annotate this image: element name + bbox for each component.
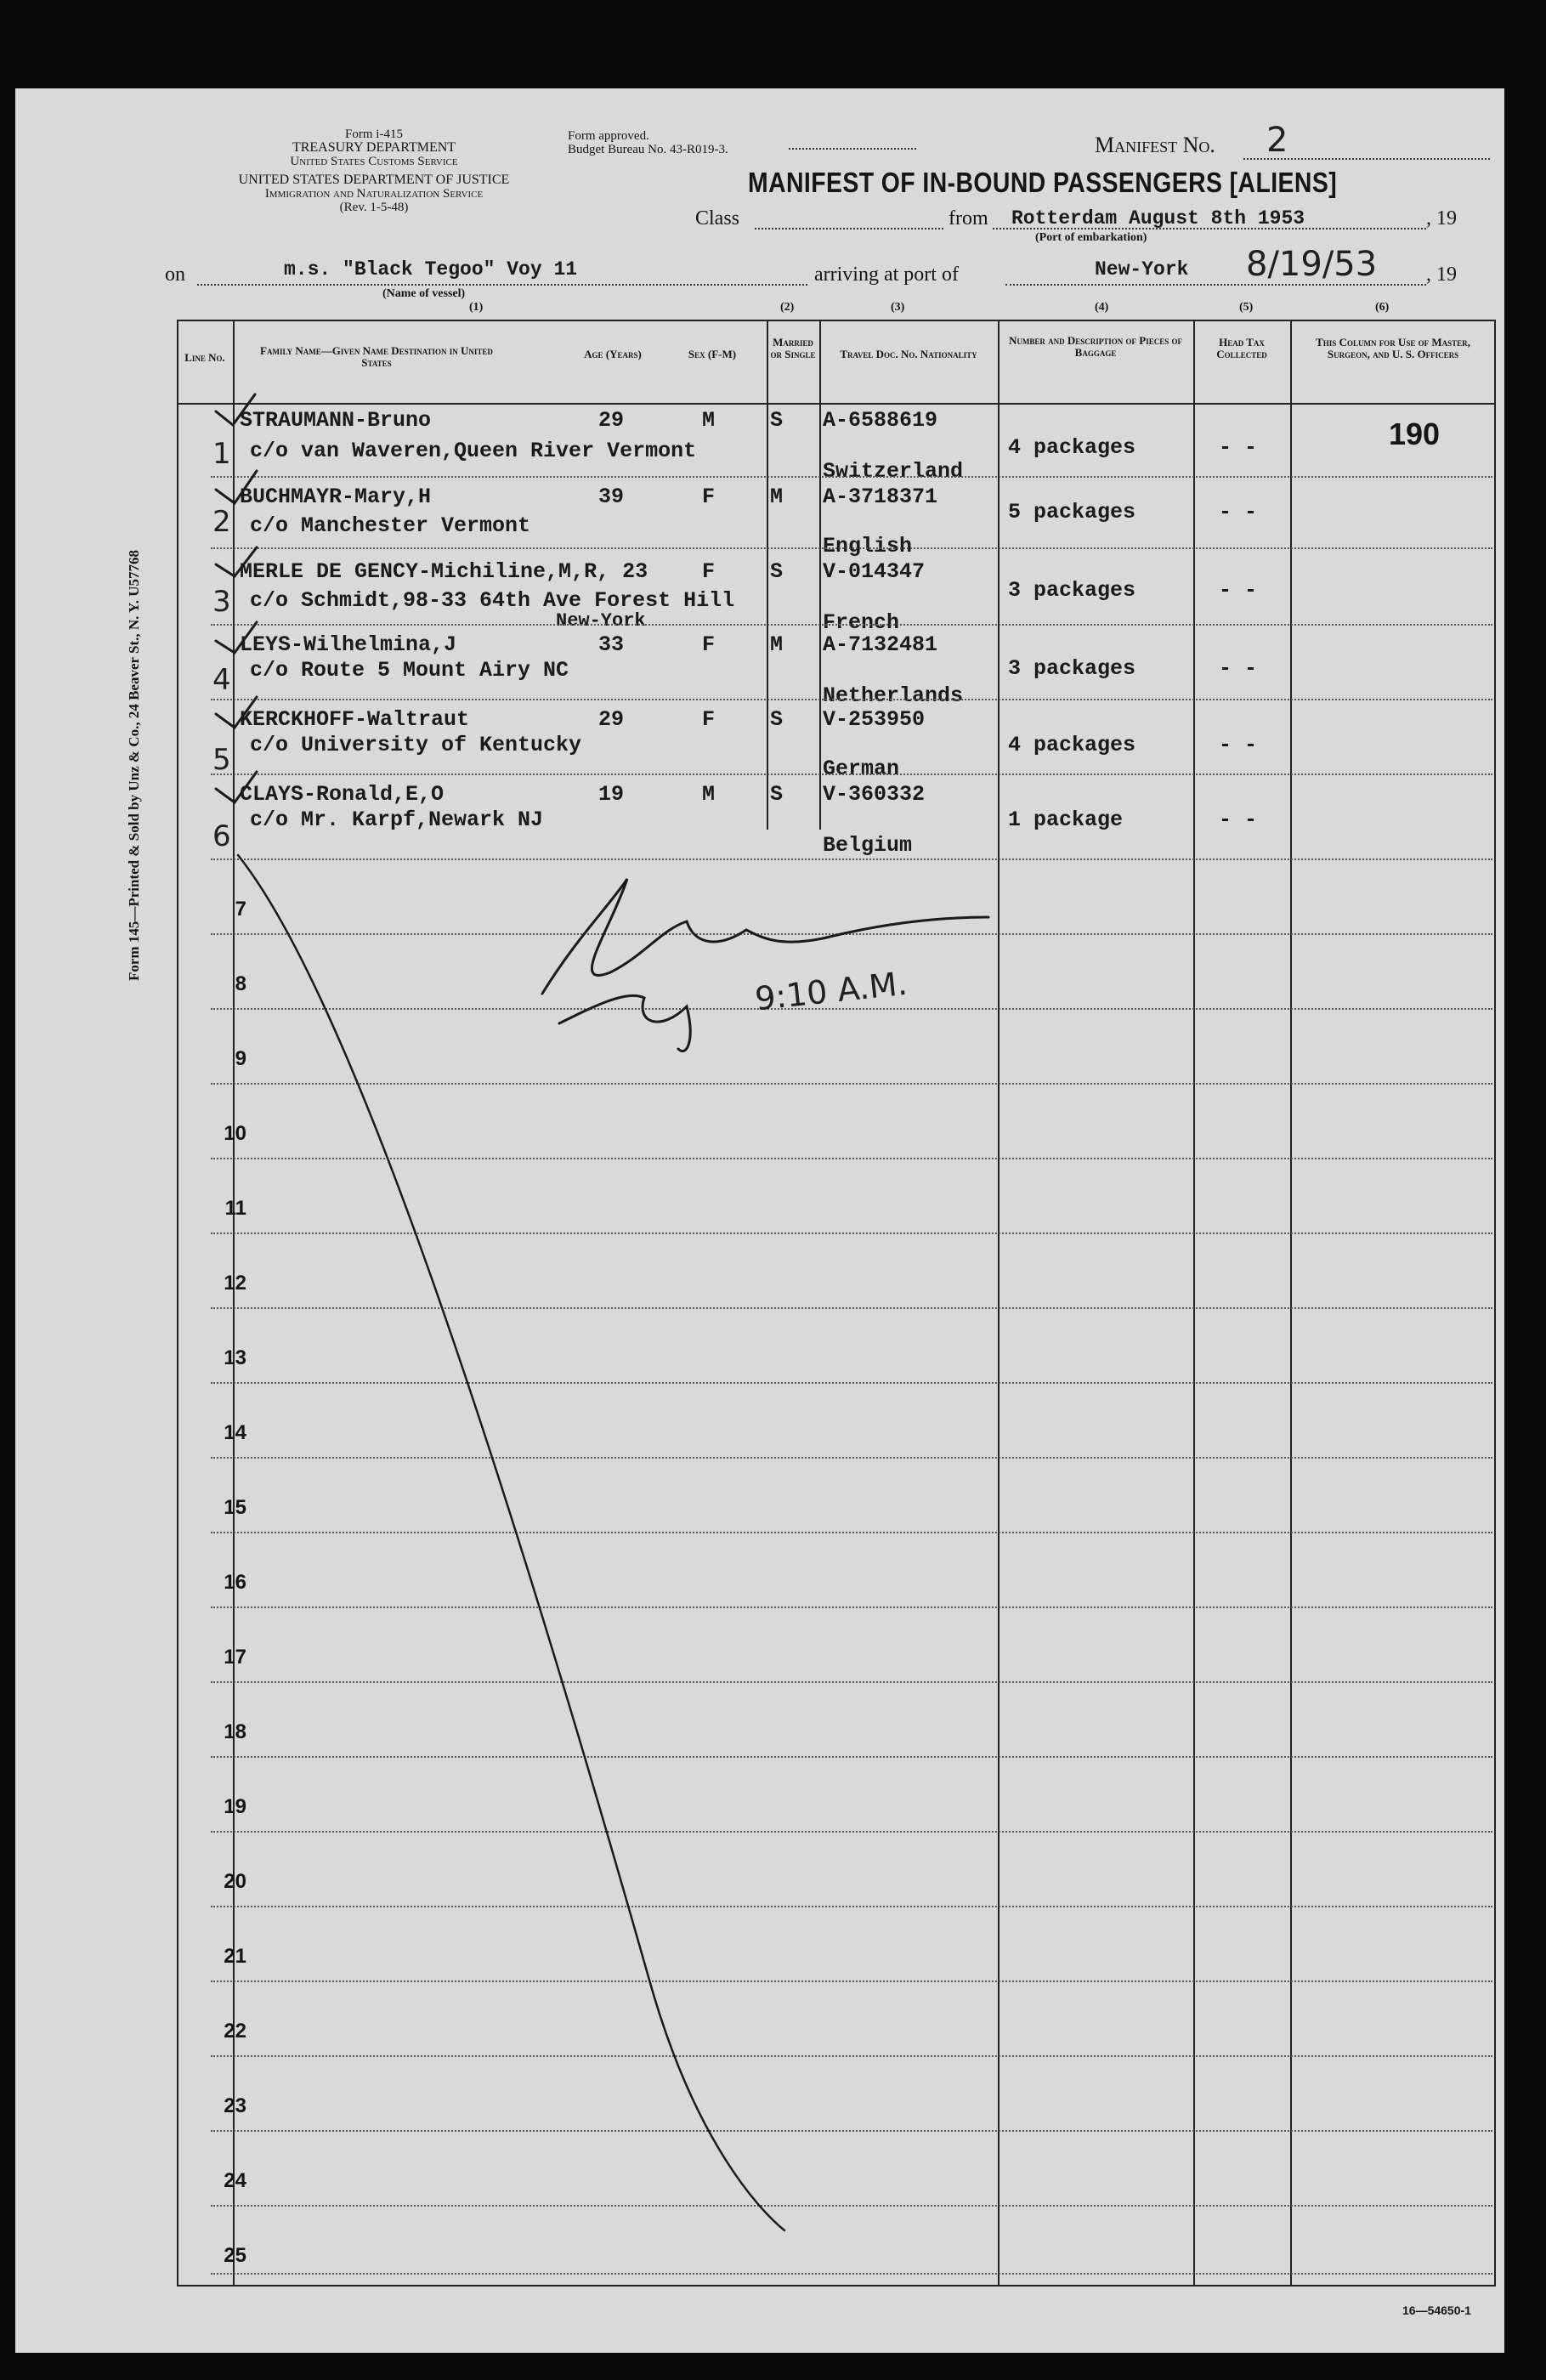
passenger-destination: c/o University of Kentucky	[250, 733, 582, 757]
line-number: 13	[224, 1346, 246, 1369]
passenger-marital: S	[770, 707, 784, 732]
class-label: Class	[695, 207, 740, 230]
passenger-doc: A-6588619	[823, 408, 938, 433]
passenger-head-tax: - -	[1219, 500, 1258, 524]
passenger-sex: F	[702, 707, 716, 732]
passenger-name: KERCKHOFF-Waltraut	[240, 707, 470, 732]
approval-line-2: Budget Bureau No. 43-R019-3.	[568, 143, 728, 156]
arrival-year-suffix: , 19	[1426, 264, 1457, 286]
arriving-label: arriving at port of	[814, 264, 959, 286]
arrival-port: New-York	[1095, 258, 1189, 280]
check-mark	[216, 697, 257, 728]
passenger-sex: M	[702, 782, 716, 807]
signature-initials	[559, 995, 690, 1051]
line-number: 1	[212, 437, 231, 471]
col-header-name: Family Name—Given Name Destination in United States	[260, 344, 493, 369]
passenger-name: LEYS-Wilhelmina,J	[240, 632, 457, 657]
passenger-name: MERLE DE GENCY-Michiline,M,R, 23	[240, 559, 648, 584]
passenger-marital: S	[770, 782, 784, 807]
col-num-2: (2)	[780, 301, 795, 314]
line-number: 18	[224, 1720, 246, 1743]
cancel-diagonal-line	[238, 855, 784, 2230]
line-number: 17	[224, 1646, 246, 1669]
service: United States Customs Service	[290, 155, 458, 168]
passenger-destination-2: New-York	[556, 610, 646, 632]
passenger-sex: F	[702, 484, 716, 509]
passenger-head-tax: - -	[1219, 578, 1258, 603]
passenger-doc: V-360332	[823, 782, 926, 807]
line-number: 3	[212, 585, 231, 619]
col-header-tax: Head Tax Collected	[1216, 336, 1267, 360]
passenger-baggage: 5 packages	[1008, 500, 1136, 524]
department-justice: UNITED STATES DEPARTMENT OF JUSTICE	[238, 173, 510, 187]
passenger-nationality: Belgium	[823, 833, 913, 858]
embark-port-date: Rotterdam August 8th 1953	[1011, 207, 1305, 230]
passenger-nationality: English	[823, 534, 913, 558]
footer-code: 16—54650-1	[1402, 2304, 1471, 2317]
line-number: 5	[212, 743, 231, 777]
passenger-head-tax: - -	[1219, 733, 1258, 757]
line-number: 22	[224, 2020, 246, 2043]
handwriting-overlay	[15, 88, 1504, 2353]
line-number: 9	[235, 1047, 246, 1070]
check-mark	[216, 622, 257, 653]
arrival-time-handwritten: 9:10 A.M.	[753, 964, 909, 1018]
printer-imprint: Form 145—Printed & Sold by Unz & Co., 24 Beaver St., N. Y. U57768	[126, 550, 142, 981]
passenger-destination: c/o Schmidt,98-33 64th Ave Forest Hill	[250, 588, 735, 613]
passenger-nationality: French	[823, 610, 900, 635]
passenger-nationality: German	[823, 756, 900, 781]
col-header-line: Line No.	[184, 351, 225, 364]
col-header-age: Age (Years)	[584, 348, 642, 360]
passenger-marital: S	[770, 408, 784, 433]
passenger-sex: M	[702, 408, 716, 433]
manifest-no-label: Manifest No.	[1095, 133, 1215, 157]
approval-line-1: Form approved.	[568, 129, 649, 143]
passenger-age: 39	[598, 484, 625, 509]
service-ins: Immigration and Naturalization Service	[264, 187, 484, 201]
col-num-4: (4)	[1095, 301, 1109, 314]
officer-note: 190	[1389, 416, 1441, 451]
line-number: 14	[224, 1421, 246, 1444]
passenger-baggage: 1 package	[1008, 808, 1124, 832]
passenger-destination: c/o van Waveren,Queen River Vermont	[250, 439, 697, 463]
col-header-officers: This Column for Use of Master, Surgeon, and U. S. Officers	[1316, 336, 1470, 360]
passenger-destination: c/o Route 5 Mount Airy NC	[250, 658, 569, 683]
col-num-6: (6)	[1375, 301, 1390, 314]
passenger-doc: A-7132481	[823, 632, 938, 657]
col-header-baggage: Number and Description of Pieces of Baggage	[1009, 334, 1182, 359]
passenger-baggage: 3 packages	[1008, 656, 1136, 681]
passenger-nationality: Switzerland	[823, 459, 964, 484]
line-number: 21	[224, 1945, 246, 1968]
revision: (Rev. 1-5-48)	[339, 201, 409, 214]
passenger-sex: F	[702, 632, 716, 657]
passenger-marital: M	[770, 484, 784, 509]
passenger-marital: S	[770, 559, 784, 584]
department: TREASURY DEPARTMENT	[292, 140, 456, 155]
manifest-no-value: 2	[1266, 121, 1288, 160]
line-number: 12	[224, 1272, 246, 1295]
passenger-name: CLAYS-Ronald,E,O	[240, 782, 445, 807]
line-number: 15	[224, 1496, 246, 1519]
passenger-head-tax: - -	[1219, 435, 1258, 460]
line-number: 16	[224, 1571, 246, 1594]
passenger-age: 29	[598, 707, 625, 732]
vessel-name: m.s. "Black Tegoo" Voy 11	[284, 258, 578, 280]
line-number: 10	[224, 1122, 246, 1145]
passenger-sex: F	[702, 559, 716, 584]
passenger-age: 33	[598, 632, 625, 657]
passenger-name: STRAUMANN-Bruno	[240, 408, 432, 433]
port-caption: (Port of embarkation)	[1035, 231, 1147, 244]
col-num-3: (3)	[891, 301, 905, 314]
line-number: 25	[224, 2244, 246, 2267]
manifest-page	[15, 88, 1504, 2353]
line-number: 8	[235, 972, 246, 995]
col-header-sex: Sex (F-M)	[688, 348, 737, 360]
vessel-caption: (Name of vessel)	[382, 287, 466, 300]
passenger-baggage: 4 packages	[1008, 733, 1136, 757]
on-label: on	[165, 264, 185, 286]
passenger-destination: c/o Mr. Karpf,Newark NJ	[250, 808, 544, 832]
passenger-head-tax: - -	[1219, 656, 1258, 681]
page-title: MANIFEST OF IN-BOUND PASSENGERS [ALIENS]	[748, 167, 1338, 198]
check-mark	[216, 772, 257, 802]
passenger-doc: A-3718371	[823, 484, 938, 509]
col-header-married: Married or Single	[770, 336, 816, 360]
passenger-head-tax: - -	[1219, 808, 1258, 832]
from-label: from	[949, 207, 988, 230]
line-number: 7	[235, 898, 246, 921]
col-num-5: (5)	[1239, 301, 1254, 314]
line-number: 11	[224, 1197, 246, 1220]
passenger-nationality: Netherlands	[823, 683, 964, 708]
passenger-baggage: 4 packages	[1008, 435, 1136, 460]
line-number: 20	[224, 1870, 246, 1893]
passenger-doc: V-014347	[823, 559, 926, 584]
passenger-age: 29	[598, 408, 625, 433]
signature	[542, 879, 988, 994]
passenger-baggage: 3 packages	[1008, 578, 1136, 603]
passenger-name: BUCHMAYR-Mary,H	[240, 484, 432, 509]
vessel-col-number: (1)	[469, 301, 484, 314]
line-number: 19	[224, 1795, 246, 1818]
line-number: 4	[212, 663, 231, 697]
passenger-doc: V-253950	[823, 707, 926, 732]
form-number: Form i-415	[345, 128, 403, 141]
check-mark	[216, 547, 257, 576]
line-number: 23	[224, 2094, 246, 2117]
col-header-travel: Travel Doc. No. Nationality	[840, 348, 977, 360]
line-number: 6	[212, 819, 231, 853]
class-year-suffix: , 19	[1426, 207, 1457, 230]
line-number: 2	[212, 505, 231, 539]
passenger-age: 19	[598, 782, 625, 807]
passenger-marital: M	[770, 632, 784, 657]
passenger-destination: c/o Manchester Vermont	[250, 513, 531, 538]
line-number: 24	[224, 2169, 246, 2192]
check-mark	[216, 394, 255, 425]
arrival-date-handwritten: 8/19/53	[1246, 245, 1378, 284]
check-mark	[216, 471, 257, 503]
